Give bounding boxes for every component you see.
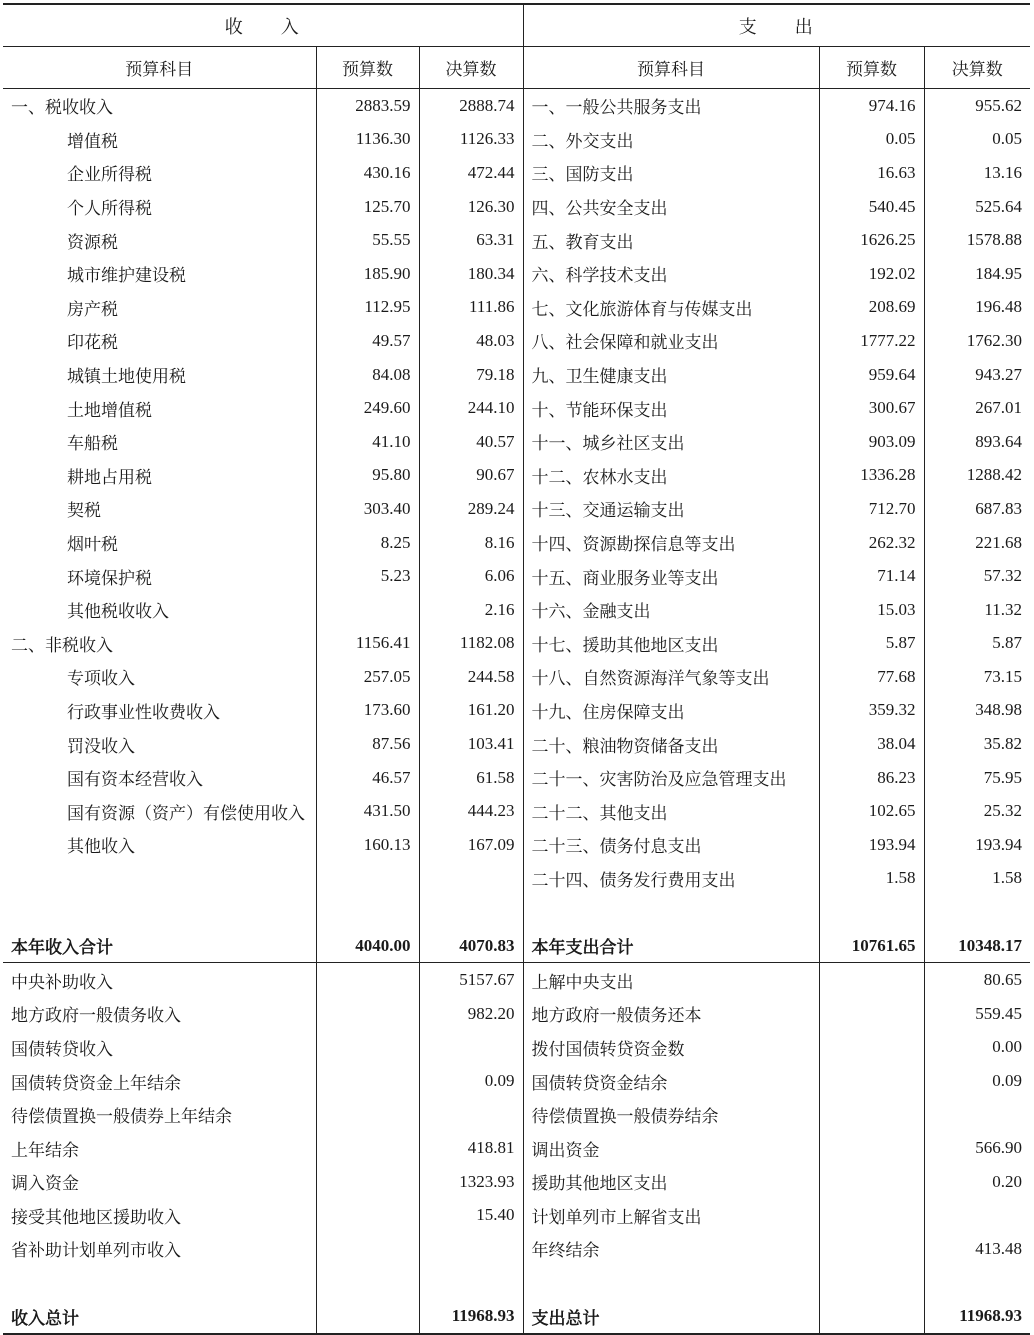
income-item: 一、税收收入 bbox=[11, 98, 113, 119]
income-item bbox=[3, 1266, 316, 1300]
income-budget: 5.23 bbox=[316, 559, 419, 593]
expense-budget: 0.05 bbox=[819, 123, 924, 157]
expense-transfer-item: 国债转贷资金结余 bbox=[523, 1064, 819, 1098]
table-row bbox=[3, 425, 1030, 459]
transfer-row bbox=[3, 1131, 1030, 1165]
income-transfer-item: 国债转贷资金上年结余 bbox=[11, 1073, 181, 1094]
income-item: 罚没收入 bbox=[67, 736, 135, 757]
income-transfer-budget bbox=[316, 963, 419, 997]
expense-transfer-final: 559.45 bbox=[924, 997, 1030, 1031]
income-final: 161.20 bbox=[419, 694, 523, 728]
income-item: 车船税 bbox=[67, 434, 118, 455]
expense-transfer-final bbox=[924, 1098, 1030, 1132]
expense-budget: 102.65 bbox=[819, 794, 924, 828]
income-item bbox=[3, 862, 316, 896]
expense-grand-total-final: 11968.93 bbox=[924, 1299, 1030, 1334]
expense-final: 893.64 bbox=[924, 425, 1030, 459]
income-item: 环境保护税 bbox=[67, 568, 152, 589]
expense-budget: 5.87 bbox=[819, 627, 924, 661]
income-final: 63.31 bbox=[419, 223, 523, 257]
transfer-row bbox=[3, 997, 1030, 1031]
income-budget: 2883.59 bbox=[316, 89, 419, 123]
expense-transfer-final: 80.65 bbox=[924, 963, 1030, 997]
income-final: 1182.08 bbox=[419, 627, 523, 661]
income-budget bbox=[316, 895, 419, 929]
income-transfer-final bbox=[419, 1098, 523, 1132]
income-final: 2.16 bbox=[419, 593, 523, 627]
income-final: 126.30 bbox=[419, 190, 523, 224]
expense-transfer-item: 拨付国债转贷资金数 bbox=[523, 1031, 819, 1065]
expense-item: 三、国防支出 bbox=[523, 156, 819, 190]
expense-transfer-item: 上解中央支出 bbox=[523, 963, 819, 997]
table-row bbox=[3, 862, 1030, 896]
expense-budget bbox=[819, 895, 924, 929]
table-row bbox=[3, 391, 1030, 425]
income-budget: 95.80 bbox=[316, 459, 419, 493]
income-final: 444.23 bbox=[419, 794, 523, 828]
expense-transfer-final: 0.00 bbox=[924, 1031, 1030, 1065]
expense-final: 1578.88 bbox=[924, 223, 1030, 257]
income-final: 180.34 bbox=[419, 257, 523, 291]
income-transfer-budget bbox=[316, 1232, 419, 1266]
expense-budget: 974.16 bbox=[819, 89, 924, 123]
expense-budget: 959.64 bbox=[819, 358, 924, 392]
expense-budget: 359.32 bbox=[819, 694, 924, 728]
income-final: 8.16 bbox=[419, 526, 523, 560]
table-row bbox=[3, 324, 1030, 358]
group-header-row bbox=[3, 4, 1030, 47]
expense-item: 十、节能环保支出 bbox=[523, 391, 819, 425]
income-final: 48.03 bbox=[419, 324, 523, 358]
expense-transfer-item: 援助其他地区支出 bbox=[523, 1165, 819, 1199]
table-row bbox=[3, 559, 1030, 593]
income-item: 专项收入 bbox=[67, 669, 135, 690]
expense-budget: 262.32 bbox=[819, 526, 924, 560]
income-item: 城镇土地使用税 bbox=[67, 367, 186, 388]
income-budget-header: 预算数 bbox=[316, 47, 419, 89]
expense-final: 1.58 bbox=[924, 862, 1030, 896]
expense-item: 十七、援助其他地区支出 bbox=[523, 627, 819, 661]
income-item: 个人所得税 bbox=[67, 199, 152, 220]
income-grand-total-label: 收入总计 bbox=[3, 1299, 316, 1334]
expense-item: 二十一、灾害防治及应急管理支出 bbox=[523, 761, 819, 795]
expense-budget: 192.02 bbox=[819, 257, 924, 291]
table-row bbox=[3, 660, 1030, 694]
income-final: 167.09 bbox=[419, 828, 523, 862]
expense-item: 二十四、债务发行费用支出 bbox=[523, 862, 819, 896]
expense-transfer-final: 0.20 bbox=[924, 1165, 1030, 1199]
expense-item: 二十、粮油物资储备支出 bbox=[523, 727, 819, 761]
income-budget: 87.56 bbox=[316, 727, 419, 761]
expense-final: 13.16 bbox=[924, 156, 1030, 190]
transfer-row bbox=[3, 1165, 1030, 1199]
income-transfer-item: 省补助计划单列市收入 bbox=[11, 1241, 181, 1262]
expense-final: 25.32 bbox=[924, 794, 1030, 828]
expense-transfer-budget bbox=[819, 997, 924, 1031]
table-row bbox=[3, 627, 1030, 661]
expense-budget: 540.45 bbox=[819, 190, 924, 224]
income-item: 城市维护建设税 bbox=[67, 266, 186, 287]
expense-budget: 1777.22 bbox=[819, 324, 924, 358]
expense-item: 四、公共安全支出 bbox=[523, 190, 819, 224]
expense-final: 193.94 bbox=[924, 828, 1030, 862]
income-budget: 1156.41 bbox=[316, 627, 419, 661]
expense-budget-header: 预算数 bbox=[819, 47, 924, 89]
table-row bbox=[3, 291, 1030, 325]
income-budget: 8.25 bbox=[316, 526, 419, 560]
expense-item: 十八、自然资源海洋气象等支出 bbox=[523, 660, 819, 694]
transfer-row bbox=[3, 1232, 1030, 1266]
expense-item: 七、文化旅游体育与传媒支出 bbox=[523, 291, 819, 325]
income-budget bbox=[316, 862, 419, 896]
expense-final: 348.98 bbox=[924, 694, 1030, 728]
income-transfer-budget bbox=[316, 1098, 419, 1132]
expense-item: 十九、住房保障支出 bbox=[523, 694, 819, 728]
expense-transfer-final: 0.09 bbox=[924, 1064, 1030, 1098]
income-budget: 257.05 bbox=[316, 660, 419, 694]
income-transfer-budget bbox=[316, 997, 419, 1031]
table-row bbox=[3, 526, 1030, 560]
expense-item: 二十三、债务付息支出 bbox=[523, 828, 819, 862]
expense-final: 1288.42 bbox=[924, 459, 1030, 493]
expense-budget: 300.67 bbox=[819, 391, 924, 425]
income-year-total-final: 4070.83 bbox=[419, 929, 523, 963]
income-final: 79.18 bbox=[419, 358, 523, 392]
expense-final: 943.27 bbox=[924, 358, 1030, 392]
income-final-header: 决算数 bbox=[419, 47, 523, 89]
budget-table bbox=[3, 3, 1030, 1335]
income-transfer-budget bbox=[316, 1131, 419, 1165]
expense-transfer-item: 待偿债置换一般债券结余 bbox=[523, 1098, 819, 1132]
income-transfer-item: 国债转贷收入 bbox=[11, 1039, 113, 1060]
transfer-row bbox=[3, 963, 1030, 997]
expense-item: 二十二、其他支出 bbox=[523, 794, 819, 828]
income-budget: 173.60 bbox=[316, 694, 419, 728]
expense-transfer-item: 调出资金 bbox=[523, 1131, 819, 1165]
income-item: 其他收入 bbox=[67, 837, 135, 858]
expense-year-total-final: 10348.17 bbox=[924, 929, 1030, 963]
expense-budget: 1.58 bbox=[819, 862, 924, 896]
income-transfer-final: 418.81 bbox=[419, 1131, 523, 1165]
expense-budget: 193.94 bbox=[819, 828, 924, 862]
expense-final: 0.05 bbox=[924, 123, 1030, 157]
income-transfer-item: 中央补助收入 bbox=[11, 972, 113, 993]
table-row bbox=[3, 123, 1030, 157]
income-group-header: 收 入 bbox=[3, 4, 523, 47]
expense-final: 1762.30 bbox=[924, 324, 1030, 358]
expense-transfer-item: 计划单列市上解省支出 bbox=[523, 1199, 819, 1233]
expense-final-header: 决算数 bbox=[924, 47, 1030, 89]
income-final: 103.41 bbox=[419, 727, 523, 761]
income-budget bbox=[316, 1266, 419, 1300]
income-budget: 55.55 bbox=[316, 223, 419, 257]
income-final bbox=[419, 1266, 523, 1300]
expense-transfer-budget bbox=[819, 1232, 924, 1266]
income-budget: 430.16 bbox=[316, 156, 419, 190]
expense-transfer-final bbox=[924, 1199, 1030, 1233]
expense-final: 73.15 bbox=[924, 660, 1030, 694]
spacer-row bbox=[3, 895, 1030, 929]
income-item: 国有资本经营收入 bbox=[67, 770, 203, 791]
grand-total-row bbox=[3, 1299, 1030, 1334]
income-final: 1126.33 bbox=[419, 123, 523, 157]
income-budget bbox=[316, 593, 419, 627]
expense-item: 五、教育支出 bbox=[523, 223, 819, 257]
income-grand-total-budget bbox=[316, 1299, 419, 1334]
expense-item: 十二、农林水支出 bbox=[523, 459, 819, 493]
expense-transfer-budget bbox=[819, 963, 924, 997]
table-row bbox=[3, 89, 1030, 123]
expense-item: 一、一般公共服务支出 bbox=[523, 89, 819, 123]
expense-transfer-item: 地方政府一般债务还本 bbox=[523, 997, 819, 1031]
income-item: 行政事业性收费收入 bbox=[67, 702, 220, 723]
expense-item: 十三、交通运输支出 bbox=[523, 492, 819, 526]
expense-transfer-budget bbox=[819, 1031, 924, 1065]
expense-budget: 712.70 bbox=[819, 492, 924, 526]
expense-item: 二、外交支出 bbox=[523, 123, 819, 157]
expense-item-header: 预算科目 bbox=[523, 47, 819, 89]
income-transfer-final bbox=[419, 1232, 523, 1266]
income-final: 2888.74 bbox=[419, 89, 523, 123]
income-transfer-final: 1323.93 bbox=[419, 1165, 523, 1199]
expense-final: 5.87 bbox=[924, 627, 1030, 661]
expense-budget: 16.63 bbox=[819, 156, 924, 190]
income-final: 6.06 bbox=[419, 559, 523, 593]
expense-transfer-budget bbox=[819, 1165, 924, 1199]
income-budget: 125.70 bbox=[316, 190, 419, 224]
income-final bbox=[419, 862, 523, 896]
income-item: 印花税 bbox=[67, 333, 118, 354]
expense-final: 525.64 bbox=[924, 190, 1030, 224]
table-row bbox=[3, 156, 1030, 190]
expense-grand-total-label: 支出总计 bbox=[523, 1299, 819, 1334]
income-final bbox=[419, 895, 523, 929]
expense-item: 十五、商业服务业等支出 bbox=[523, 559, 819, 593]
expense-budget: 86.23 bbox=[819, 761, 924, 795]
income-budget: 431.50 bbox=[316, 794, 419, 828]
income-transfer-budget bbox=[316, 1199, 419, 1233]
income-item bbox=[3, 895, 316, 929]
table-row bbox=[3, 694, 1030, 728]
income-transfer-item: 待偿债置换一般债券上年结余 bbox=[11, 1107, 232, 1128]
income-budget: 303.40 bbox=[316, 492, 419, 526]
expense-transfer-budget bbox=[819, 1199, 924, 1233]
table-row bbox=[3, 761, 1030, 795]
expense-item: 六、科学技术支出 bbox=[523, 257, 819, 291]
expense-budget: 903.09 bbox=[819, 425, 924, 459]
expense-final: 221.68 bbox=[924, 526, 1030, 560]
expense-budget bbox=[819, 1266, 924, 1300]
income-item: 资源税 bbox=[67, 232, 118, 253]
income-final: 40.57 bbox=[419, 425, 523, 459]
income-final: 61.58 bbox=[419, 761, 523, 795]
expense-budget: 71.14 bbox=[819, 559, 924, 593]
expense-budget: 38.04 bbox=[819, 727, 924, 761]
transfer-row bbox=[3, 1031, 1030, 1065]
income-transfer-item: 地方政府一般债务收入 bbox=[11, 1006, 181, 1027]
expense-final: 955.62 bbox=[924, 89, 1030, 123]
expense-final: 75.95 bbox=[924, 761, 1030, 795]
expense-final: 57.32 bbox=[924, 559, 1030, 593]
table-row bbox=[3, 492, 1030, 526]
income-final: 244.58 bbox=[419, 660, 523, 694]
expense-transfer-final: 413.48 bbox=[924, 1232, 1030, 1266]
income-transfer-item: 上年结余 bbox=[11, 1140, 79, 1161]
income-item: 其他税收收入 bbox=[67, 602, 169, 623]
income-year-total-label: 本年收入合计 bbox=[3, 929, 316, 963]
income-final: 244.10 bbox=[419, 391, 523, 425]
expense-transfer-budget bbox=[819, 1064, 924, 1098]
expense-final bbox=[924, 1266, 1030, 1300]
income-transfer-budget bbox=[316, 1031, 419, 1065]
table-row bbox=[3, 358, 1030, 392]
expense-transfer-final: 566.90 bbox=[924, 1131, 1030, 1165]
expense-final: 267.01 bbox=[924, 391, 1030, 425]
expense-year-total-budget: 10761.65 bbox=[819, 929, 924, 963]
income-budget: 249.60 bbox=[316, 391, 419, 425]
income-budget: 185.90 bbox=[316, 257, 419, 291]
expense-item bbox=[523, 1266, 819, 1300]
expense-budget: 77.68 bbox=[819, 660, 924, 694]
income-final: 472.44 bbox=[419, 156, 523, 190]
income-final: 289.24 bbox=[419, 492, 523, 526]
budget-table-body bbox=[3, 4, 1030, 1334]
income-transfer-budget bbox=[316, 1165, 419, 1199]
income-transfer-final: 0.09 bbox=[419, 1064, 523, 1098]
expense-group-header: 支 出 bbox=[523, 4, 1030, 47]
income-item: 国有资源（资产）有偿使用收入 bbox=[67, 803, 305, 824]
table-row bbox=[3, 190, 1030, 224]
expense-final: 687.83 bbox=[924, 492, 1030, 526]
income-transfer-final: 15.40 bbox=[419, 1199, 523, 1233]
expense-budget: 15.03 bbox=[819, 593, 924, 627]
table-row bbox=[3, 593, 1030, 627]
expense-final: 184.95 bbox=[924, 257, 1030, 291]
expense-year-total-label: 本年支出合计 bbox=[523, 929, 819, 963]
expense-transfer-item: 年终结余 bbox=[523, 1232, 819, 1266]
income-budget: 49.57 bbox=[316, 324, 419, 358]
income-item: 烟叶税 bbox=[67, 535, 118, 556]
income-final: 111.86 bbox=[419, 291, 523, 325]
column-header-row bbox=[3, 47, 1030, 89]
expense-item: 十四、资源勘探信息等支出 bbox=[523, 526, 819, 560]
income-item: 土地增值税 bbox=[67, 400, 152, 421]
expense-item: 八、社会保障和就业支出 bbox=[523, 324, 819, 358]
income-transfer-final bbox=[419, 1031, 523, 1065]
expense-budget: 1626.25 bbox=[819, 223, 924, 257]
expense-final: 11.32 bbox=[924, 593, 1030, 627]
table-row bbox=[3, 257, 1030, 291]
expense-final: 35.82 bbox=[924, 727, 1030, 761]
income-transfer-final: 5157.67 bbox=[419, 963, 523, 997]
expense-final bbox=[924, 895, 1030, 929]
table-row bbox=[3, 727, 1030, 761]
income-budget: 84.08 bbox=[316, 358, 419, 392]
transfer-row bbox=[3, 1098, 1030, 1132]
income-final: 90.67 bbox=[419, 459, 523, 493]
income-transfer-item: 接受其他地区援助收入 bbox=[11, 1207, 181, 1228]
income-item: 契税 bbox=[67, 501, 101, 522]
spacer-row bbox=[3, 1266, 1030, 1300]
income-budget: 41.10 bbox=[316, 425, 419, 459]
expense-transfer-budget bbox=[819, 1098, 924, 1132]
income-grand-total-final: 11968.93 bbox=[419, 1299, 523, 1334]
income-item: 二、非税收入 bbox=[11, 635, 113, 656]
income-budget: 1136.30 bbox=[316, 123, 419, 157]
income-item: 企业所得税 bbox=[67, 165, 152, 186]
income-transfer-budget bbox=[316, 1064, 419, 1098]
income-transfer-final: 982.20 bbox=[419, 997, 523, 1031]
expense-transfer-budget bbox=[819, 1131, 924, 1165]
expense-budget: 208.69 bbox=[819, 291, 924, 325]
table-row bbox=[3, 794, 1030, 828]
expense-item: 九、卫生健康支出 bbox=[523, 358, 819, 392]
year-total-row bbox=[3, 929, 1030, 963]
expense-grand-total-budget bbox=[819, 1299, 924, 1334]
table-row bbox=[3, 223, 1030, 257]
income-item: 增值税 bbox=[67, 131, 118, 152]
transfer-row bbox=[3, 1199, 1030, 1233]
income-transfer-item: 调入资金 bbox=[11, 1174, 79, 1195]
expense-item: 十一、城乡社区支出 bbox=[523, 425, 819, 459]
expense-budget: 1336.28 bbox=[819, 459, 924, 493]
expense-item bbox=[523, 895, 819, 929]
expense-final: 196.48 bbox=[924, 291, 1030, 325]
income-budget: 160.13 bbox=[316, 828, 419, 862]
income-budget: 46.57 bbox=[316, 761, 419, 795]
transfer-row bbox=[3, 1064, 1030, 1098]
expense-item: 十六、金融支出 bbox=[523, 593, 819, 627]
income-budget: 112.95 bbox=[316, 291, 419, 325]
income-item: 耕地占用税 bbox=[67, 467, 152, 488]
table-row bbox=[3, 459, 1030, 493]
income-item-header: 预算科目 bbox=[3, 47, 316, 89]
table-row bbox=[3, 828, 1030, 862]
income-item: 房产税 bbox=[67, 299, 118, 320]
income-year-total-budget: 4040.00 bbox=[316, 929, 419, 963]
